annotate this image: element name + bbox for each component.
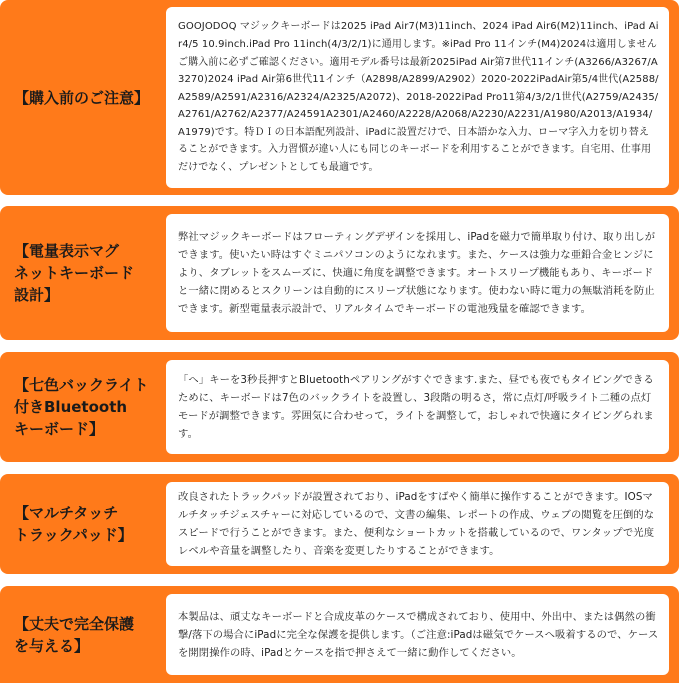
section-heading: 【マルチタッチ トラックパッド】 [14, 504, 133, 544]
section-trackpad [0, 474, 679, 574]
section-body: 改良されたトラックパッドが設置されており、iPadをすばやく簡単に操作することができます。IOSマルチタッチジェスチャーに対応しているので、文書の編集、レポートの作成、ウェブの閲覧を圧倒的なスピードで行うことができます。また、便利なショートカットを搭載しているので、ワンタップで光度レベルや音量を調整したり、音楽を変更したりすることができます。 [178, 491, 655, 557]
section-precautions [0, 0, 679, 195]
section-magnetic-keyboard [0, 206, 679, 340]
section-body: 弊社マジックキーボードはフローティングデザインを採用し、iPadを磁力で簡単取り付け、取り出しができます。使いたい時はすぐミニパソコンのようになれます。また、ケースは強力な亜鉛合金ヒンジにより、タブレットをスムーズに、快適に角度を調整できます。オートスリープ機能もあり、キーボードと一緒に閉めるとスクリーンは自動的にスリープ状態になります。使わない時に電力の無駄消耗を防止できます。新型電量表示設計で、リアルタイムでキーボードの電池残量を確認できます。 [178, 231, 656, 315]
section-panel [166, 7, 669, 188]
section-heading: 【七色バックライト 付きBluetooth キーボード】 [14, 376, 149, 438]
section-heading: 【丈夫で完全保護 を与える】 [14, 614, 135, 655]
section-protection [0, 586, 679, 683]
section-heading: 【購入前のご注意】 [14, 88, 150, 107]
section-panel [166, 360, 669, 454]
section-body: 本製品は、頑丈なキーボードと合成皮革のケースで構成されており、使用中、外出中、または偶然の衝撃/落下の場合にiPadに完全な保護を提供します。（ご注意:iPadは磁気でケースへ吸着するので、ケースを開閉操作の時、iPadとケースを指で押さえて一緒に動作してください。 [178, 610, 659, 659]
section-panel [166, 482, 669, 566]
section-body: 「へ」キーを3秒長押すとBluetoothペアリングがすぐできます.また、昼でも夜でもタイピングできるために、キーボードは7色のバックライトを設置し、3段階の明るさ，常に点灯/呼吸ライト二種の点灯モードが調整できます。雰囲気に合わせって，ライトを調整して，おしゃれで快適にタイピングられます。 [178, 374, 654, 440]
section-backlight [0, 352, 679, 462]
section-panel [166, 594, 669, 675]
section-panel [166, 214, 669, 332]
section-heading: 【電量表示マグ ネットキーボード 設計】 [14, 242, 135, 304]
section-body: GOOJODOQ マジックキーボードは2025 iPad Air7(M3)11inch、2024 iPad Air6(M2)11inch、iPad Air4/5 10.9inch.iPad Pro 11inch(4/3/2/1)に通用します。※iPad Pro 11インチ(M4)2024は適用しませんご購入前に必ずご確認ください。適用モデル番号は最新2025iPad Air第7世代11インチ(A3266/A3267/A3270)2024 iPad Air第6世代11インチ（A2898/A2899/A2902）2020-2022iPadAir第5/4世代(A2588/A2589/A2591/A2316/A2324/A2325/A2072)、2018-2022iPad Pro11第4/3/2/1世代(A2759/A2435/A2761/A2762/A2377/A24591A2301/A2460/A2228/A2068/A2230/A2231/A1980/A2013/A1934/A1979)です。特ＤＩの日本語配列設計、iPadに設置だけで、日本語かな入力、ローマ字入力を切り替えることができます。入力習慣が違い人にも同じのキーボードを利用することができます。自宅用、仕事用だけでなく、プレゼントとしても最適です。 [178, 21, 659, 174]
